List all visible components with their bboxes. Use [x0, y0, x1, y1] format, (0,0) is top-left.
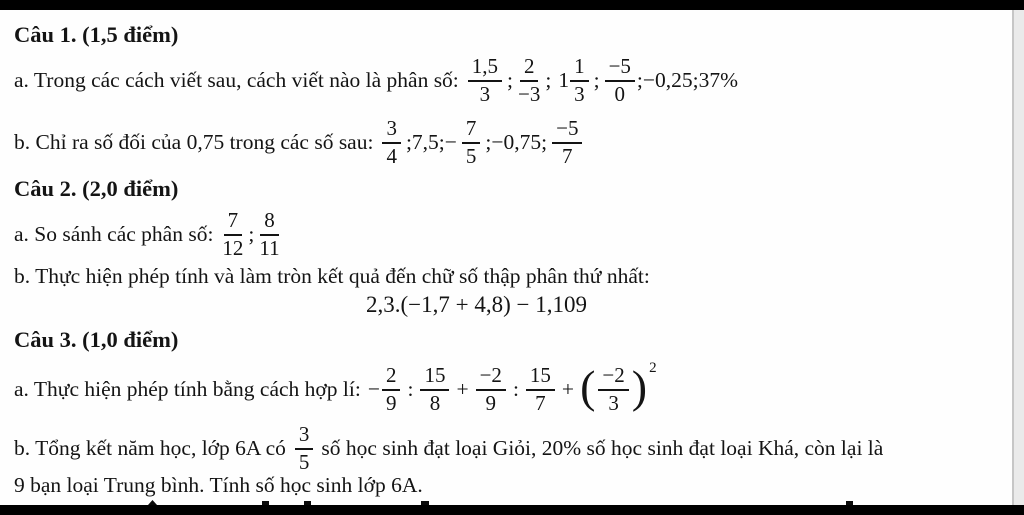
separator: ; — [545, 67, 552, 92]
fraction-neg2-over-3: $\frac{-2}{3}$ — [598, 364, 628, 414]
question-3b-text-line2: 9 bạn loại Trung bình. Tính số học sinh lớp 6A. — [14, 473, 423, 497]
question-3b-text-after: số học sinh đạt loại Giỏi, 20% số học sinh đạt loại Khá, còn lại là — [321, 435, 884, 460]
separator: ; — [507, 67, 514, 92]
question-1a-text: a. Trong các cách viết sau, cách viết nào là phân số: — [14, 67, 459, 92]
question-1b-text: b. Chỉ ra số đối của 0,75 trong các số sau: — [14, 129, 374, 154]
separator: ;−0,75; — [485, 129, 548, 154]
open-parenthesis: ( — [580, 361, 596, 413]
fraction-7-over-12: $\frac{7}{12}$ — [222, 207, 244, 260]
page-edge-strip — [1012, 0, 1024, 515]
divide-operator: : — [512, 376, 519, 401]
question-2b-expression: 2,3.(−1,7 + 4,8) − 1,109 — [366, 292, 587, 317]
question-2-heading: Câu 2. (2,0 điểm) — [14, 176, 179, 201]
fraction-3-over-5: $\frac{3}{5}$ — [295, 423, 314, 473]
question-3b-line-2 — [14, 473, 423, 498]
fraction-neg5-over-7: $\frac{-5}{7}$ — [552, 117, 582, 167]
fraction-8-over-11: $\frac{8}{11}$ — [259, 207, 280, 260]
question-1a-line — [14, 50, 738, 110]
question-3b-line — [14, 420, 883, 476]
exponent-2: 2 — [649, 360, 657, 376]
fraction-15-over-8: $\frac{15}{8}$ — [420, 364, 449, 414]
question-1b-line — [14, 113, 584, 171]
bottom-crop-bar — [0, 505, 1024, 515]
question-1a-tail: ;−0,25;37% — [636, 67, 739, 92]
fraction-7-over-5: $\frac{7}{5}$ — [462, 117, 481, 167]
separator: ; — [248, 221, 255, 246]
separator: ; — [593, 67, 600, 92]
fraction-1.5-over-3: $\frac{1,5}{3}$ — [468, 55, 502, 105]
close-parenthesis: ) — [631, 361, 648, 413]
fraction-3-over-4: $\frac{3}{4}$ — [382, 117, 401, 167]
fraction-2-over-9: $\frac{2}{9}$ — [382, 364, 401, 414]
fraction-neg2-over-9: $\frac{-2}{9}$ — [476, 364, 506, 414]
top-crop-bar — [0, 0, 1024, 10]
plus-operator: + — [561, 376, 575, 401]
divide-operator: : — [407, 376, 414, 401]
question-3-heading: Câu 3. (1,0 điểm) — [14, 327, 179, 352]
question-3a-line — [14, 356, 657, 422]
question-3a-text: a. Thực hiện phép tính bằng cách hợp lí: — [14, 376, 361, 401]
mixed-number-integer: 1 — [558, 67, 570, 92]
fraction-1-over-3: $\frac{1}{3}$ — [570, 55, 589, 105]
separator: ;7,5;− — [405, 129, 457, 154]
question-2b-text: b. Thực hiện phép tính và làm tròn kết quả đến chữ số thập phân thứ nhất: — [14, 264, 650, 288]
fraction-15-over-7: $\frac{15}{7}$ — [526, 364, 555, 414]
fraction-2-over-neg3: $\frac{2}{-3}$ — [518, 53, 541, 106]
question-2b-line — [14, 264, 650, 289]
plus-operator: + — [456, 376, 469, 401]
fraction-neg5-over-0: $\frac{-5}{0}$ — [605, 55, 635, 105]
question-2a-line — [14, 204, 282, 264]
question-2a-text: a. So sánh các phân số: — [14, 221, 214, 246]
question-1-heading: Câu 1. (1,5 điểm) — [14, 22, 179, 47]
question-3b-text-before: b. Tổng kết năm học, lớp 6A có — [14, 435, 286, 460]
minus-sign: − — [367, 376, 380, 401]
